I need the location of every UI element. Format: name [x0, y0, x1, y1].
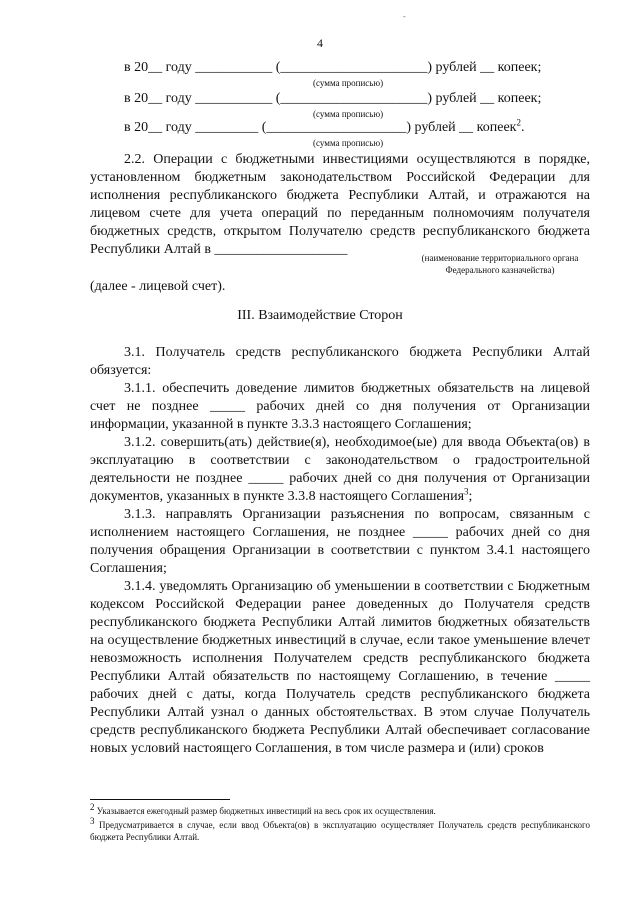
amount-line-3: в 20__ году _________ (____________________) рублей __ копеек$^2$.	[124, 117, 525, 135]
amount-line-2: в 20__ году ___________ (_____________________) рублей __ копеек;	[124, 91, 542, 106]
section-3-1	[90, 344, 590, 758]
footnote-ref-2: 2	[516, 117, 521, 128]
amount-line-1: в 20__ году ___________ (_____________________) рублей __ копеек;	[124, 60, 542, 75]
section-heading: III. Взаимодействие Сторон	[237, 308, 403, 323]
treasury-caption: (наименование территориального органа Федерального казначейства)	[421, 253, 579, 275]
amount-caption-1: (сумма прописью)	[313, 78, 384, 88]
footnote-ref-3: 3	[464, 486, 469, 497]
footnote-divider	[90, 799, 230, 800]
paragraph-3-1-1: 3.1.1. обеспечить доведение лимитов бюджетных обязательств на лицевой счет не позднее _____ рабочих дней со дня получения от Организации информации, указанной в пункте 3.3.3 настоящего Соглашения;	[90, 381, 590, 432]
paragraph-3-1-4: 3.1.4. уведомлять Организацию об уменьшении в соответствии с Бюджетным кодексом Российской Федерации ранее доведенных до Получателя средств республиканского бюджета Республики Алтай лимитов бюджетных обязательств на осуществление бюджетных инвестиций в случае, если такое уменьшение влечет невозможность исполнения Получателем средств республиканского бюджета Республики Алтай обязательств по настоящему Соглашению, в течение _____ рабочих дней с даты, когда Получатель средств республиканского бюджета Республики Алтай узнал о данных обстоятельствах. В этом случае Получатель средств республиканского бюджета Республики Алтай обеспечивает согласование новых условий настоящего Соглашения, в том числе размера и (или) сроков	[90, 579, 590, 756]
margin-mark: -	[403, 12, 406, 21]
section-2-2	[90, 151, 590, 259]
footnote-3: $^3$ Предусматривается в случае, если ввод Объекта(ов) в эксплуатацию осуществляет Получатель средств республиканского бюджета Республики Алтай.	[90, 816, 590, 842]
paragraph-3-1: 3.1. Получатель средств республиканского бюджета Республики Алтай обязуется:	[90, 345, 590, 378]
page-number: 4	[317, 36, 323, 50]
paragraph-3-1-2: 3.1.2. совершить(ать) действие(я), необходимое(ые) для ввода Объекта(ов) в эксплуатацию в соответствии с законодательством о градостроительной деятельности не позднее _____ рабочих дней со дня получения от Организации документов, указанных в пункте 3.3.8 настоящего Соглашения$^3$;	[90, 435, 590, 504]
footnote-2: $^2$ Указывается ежегодный размер бюджетных инвестиций на весь срок их осуществления.	[90, 802, 436, 816]
paragraph-2-2-tail: (далее - лицевой счет).	[90, 279, 226, 294]
paragraph-2-2: 2.2. Операции с бюджетными инвестициями осуществляются в порядке, установленном бюджетным законодательством Российской Федерации для исполнения республиканского бюджета Республики Алтай, и отражаются на лицевом счете для учета операций по переданным полномочиям получателя бюджетных средств, открытом Получателю средств республиканского бюджета Республики Алтай в ___________________	[90, 152, 590, 257]
amount-caption-3: (сумма прописью)	[313, 138, 384, 148]
paragraph-3-1-3: 3.1.3. направлять Организации разъяснения по вопросам, связанным с исполнением настоящего Соглашения, не позднее _____ рабочих дней со дня получения обращения Организации в соответствии с пунктом 3.4.1 настоящего Соглашения;	[90, 507, 590, 576]
amount-caption-2: (сумма прописью)	[313, 109, 384, 119]
